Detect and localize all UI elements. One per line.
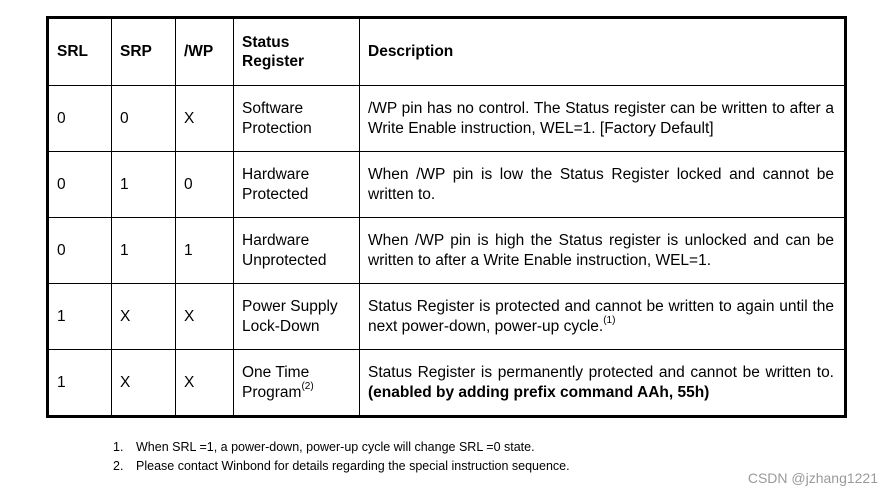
footnote-text: Please contact Winbond for details regarding the special instruction sequence. — [136, 459, 570, 473]
footnote — [113, 438, 570, 457]
cell-wp: 1 — [176, 218, 234, 284]
table-row — [48, 86, 846, 152]
cell-srl: 0 — [48, 218, 112, 284]
cell-srp: X — [112, 350, 176, 417]
footnote-number: 1. — [113, 440, 124, 454]
cell-wp: X — [176, 350, 234, 417]
table-row — [48, 350, 846, 417]
status-line1: Hardware — [242, 166, 310, 183]
footnote — [113, 457, 570, 476]
header-wp: /WP — [176, 18, 234, 86]
cell-status — [234, 284, 360, 350]
cell-srl: 0 — [48, 86, 112, 152]
cell-description — [360, 218, 846, 284]
cell-status — [234, 350, 360, 417]
status-register-protection-table — [46, 16, 847, 418]
cell-wp: X — [176, 284, 234, 350]
status-line1: Software — [242, 100, 304, 117]
cell-srl: 1 — [48, 350, 112, 417]
cell-srp: X — [112, 284, 176, 350]
footnotes — [113, 438, 570, 476]
status-line2: Program — [242, 383, 302, 401]
status-line1: Hardware — [242, 232, 310, 249]
status-line1: One Time — [242, 364, 310, 381]
header-srl: SRL — [48, 18, 112, 86]
cell-status — [234, 86, 360, 152]
header-status-line2: Register — [242, 53, 305, 70]
cell-description — [360, 152, 846, 218]
table-header-row — [48, 18, 846, 86]
header-status-register — [234, 18, 360, 86]
cell-status — [234, 152, 360, 218]
table-row — [48, 152, 846, 218]
description-text: Status Register is permanently protected and cannot be written to. — [368, 364, 834, 381]
header-status-line1: Status — [242, 33, 290, 51]
table-row — [48, 218, 846, 284]
watermark: CSDN @jzhang1221 — [747, 470, 878, 486]
status-line2: Lock-Down — [242, 317, 320, 335]
description-bold-text: (enabled by adding prefix command AAh, 55h) — [368, 383, 710, 401]
cell-description — [360, 350, 846, 417]
description-text: When /WP pin is low the Status Register locked and cannot be written to. — [368, 166, 834, 203]
cell-srp: 1 — [112, 218, 176, 284]
description-footnote-ref: (1) — [603, 315, 616, 327]
description-text: /WP pin has no control. The Status register can be written to after a Write Enable instruction, WEL=1. [Factory Default] — [368, 100, 834, 137]
cell-status — [234, 218, 360, 284]
status-line1: Power Supply — [242, 298, 338, 315]
cell-wp: X — [176, 86, 234, 152]
cell-srp: 1 — [112, 152, 176, 218]
description-text: When /WP pin is high the Status register is unlocked and can be written to after a Write Enable instruction, WEL=1. — [368, 232, 834, 269]
footnote-text: When SRL =1, a power-down, power-up cycle will change SRL =0 state. — [136, 440, 535, 454]
cell-srl: 1 — [48, 284, 112, 350]
header-srp: SRP — [112, 18, 176, 86]
header-description: Description — [360, 18, 846, 86]
cell-srl: 0 — [48, 152, 112, 218]
footnote-number: 2. — [113, 459, 124, 473]
cell-description — [360, 86, 846, 152]
status-line2: Protection — [242, 119, 312, 137]
description-text: Status Register is protected and cannot be written to again until the next power-down, power-up cycle. — [368, 298, 834, 335]
cell-wp: 0 — [176, 152, 234, 218]
table-row — [48, 284, 846, 350]
status-line2: Unprotected — [242, 251, 327, 269]
cell-description — [360, 284, 846, 350]
status-line2: Protected — [242, 185, 309, 203]
status-footnote-ref: (2) — [301, 381, 314, 393]
cell-srp: 0 — [112, 86, 176, 152]
